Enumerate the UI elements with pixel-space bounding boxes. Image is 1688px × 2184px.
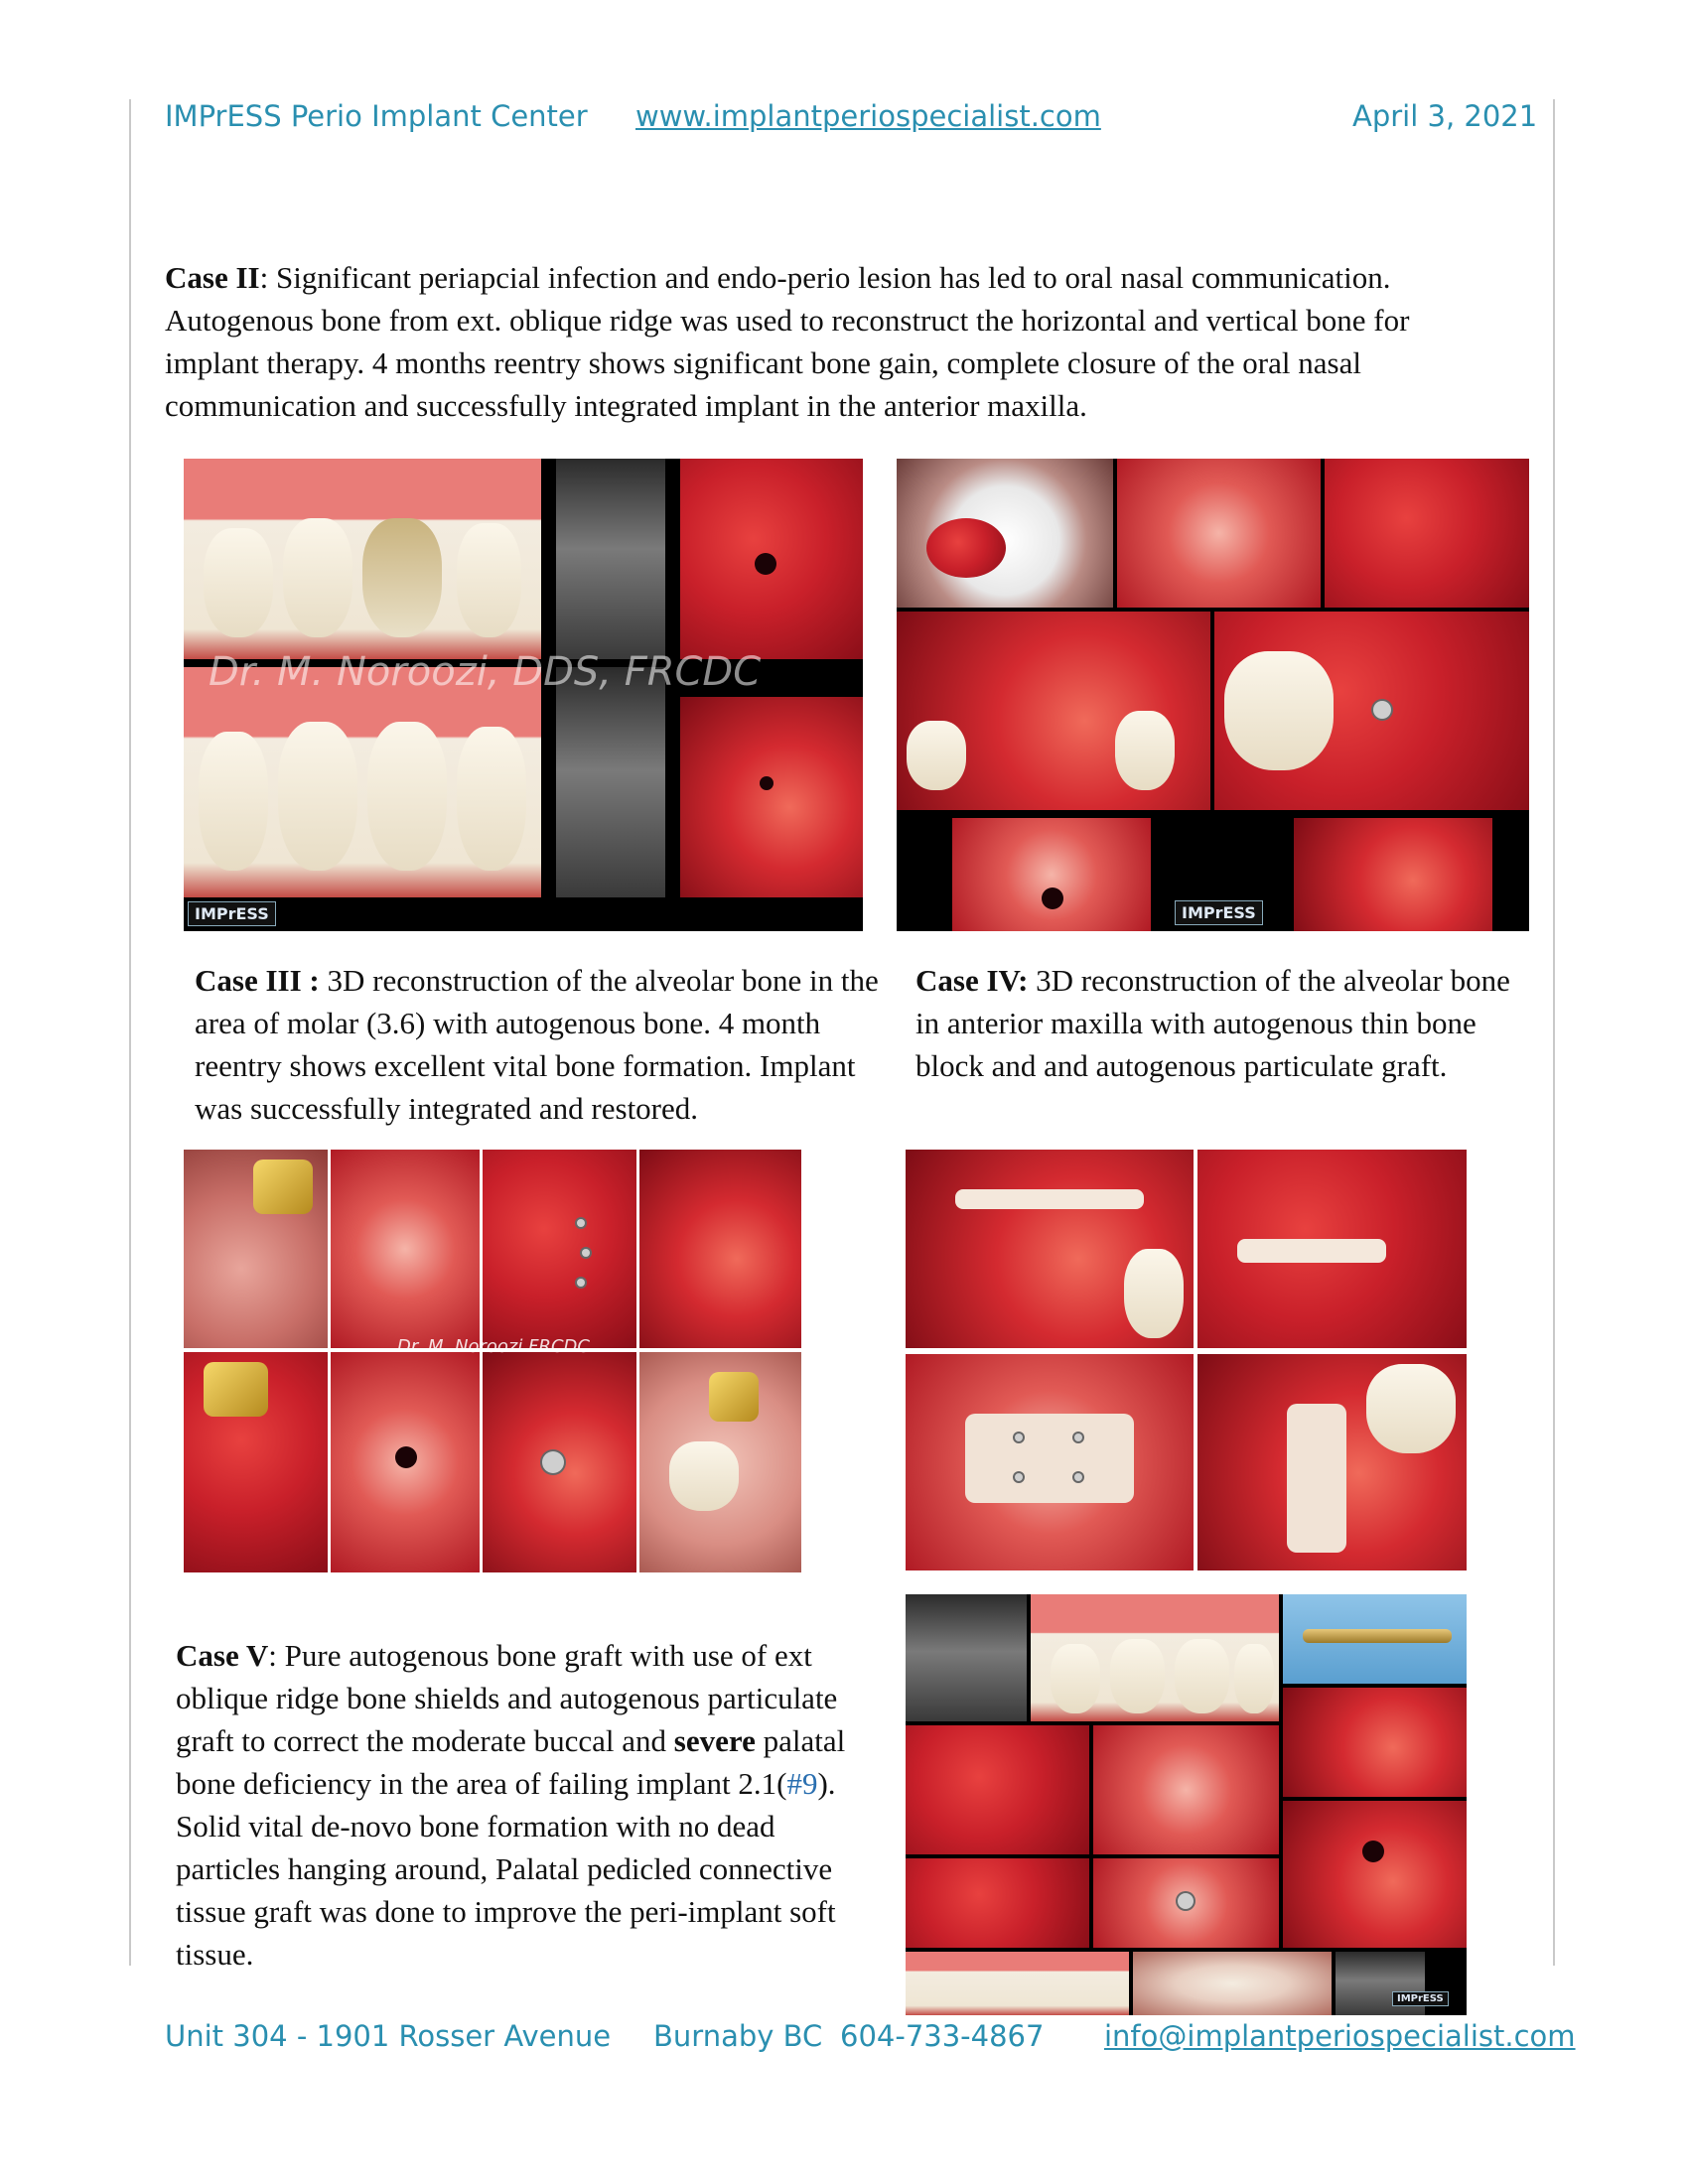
case3-photo-osteotomy (331, 1352, 480, 1572)
case5-bold-severe: severe (673, 1723, 756, 1758)
header-date: April 3, 2021 (1352, 99, 1538, 133)
case5-text-b: palatal bone deficiency in the area of failing implant 2.1( (176, 1723, 846, 1801)
case4-photo-implant-reentry (1214, 612, 1529, 810)
case2-watermark: Dr. M. Noroozi, DDS, FRCDC (209, 649, 762, 695)
case3-photo-implant (483, 1352, 636, 1572)
case3-label: Case III : (195, 963, 320, 998)
footer-city: Burnaby BC (653, 2019, 823, 2053)
case2-xray-implant (556, 667, 665, 897)
case4-photo-occlusal (952, 818, 1151, 931)
case2-text: : Significant periapcial infection and endo-perio lesion has led to oral nasal communication. Autogenous bone from ext. oblique ridge was used to reconstruct the horizontal and vertical bone for implant therapy. 4 months reentry shows significant bone gain, complete closure of the oral nasal communication and successfully integrated implant in the anterior maxilla. (165, 260, 1410, 423)
case2-photo-final (184, 667, 541, 897)
case4-photo-vertical-block (1197, 1354, 1467, 1570)
case3-photo-shield (483, 1150, 636, 1348)
case5-tooth-ref-link[interactable]: #9 (786, 1766, 818, 1801)
case5-text-c: ). Solid vital de-novo bone formation with no dead particles hanging around, Palatal pedicled connective tissue graft was done to improve the peri-implant soft tissue. (176, 1766, 836, 1972)
case2-photo-collage (184, 459, 863, 931)
case4-impress-logo: IMPrESS (1175, 900, 1263, 925)
case3-photo-reentry (184, 1352, 328, 1572)
case5-photo-reentry (1093, 1858, 1279, 1948)
case2-paragraph (165, 256, 1485, 427)
case3-photo-restored (639, 1352, 801, 1572)
case5-label: Case V (176, 1638, 269, 1673)
case5-photo-healing (1283, 1801, 1467, 1948)
header-center-name: IMPrESS Perio Implant Center (165, 99, 588, 133)
case5-xray-failing-implant (906, 1594, 1027, 1721)
case3-photo-preop (184, 1150, 328, 1348)
case4-photo-closure (1294, 818, 1492, 931)
footer-address: Unit 304 - 1901 Rosser Avenue (165, 2019, 612, 2053)
case4-photo-shield-front (906, 1150, 1194, 1348)
footer-phone: 604-733-4867 (840, 2019, 1045, 2053)
case3-photo-particulate (639, 1150, 801, 1348)
case4-photo-graft-dish (897, 459, 1113, 608)
case2-photo-preop (184, 459, 541, 659)
left-margin-line (129, 99, 131, 1966)
case2-photo-reentry (680, 697, 863, 897)
case5-impress-logo: IMPrESS (1392, 1991, 1449, 2006)
case2-label: Case II (165, 260, 260, 295)
case3-paragraph (195, 959, 880, 1130)
case4-grafting-collage (906, 1150, 1467, 1570)
case4-photo-block-placed (1117, 459, 1321, 608)
case4-photo-defect (897, 612, 1210, 810)
case3-photo-collage (184, 1150, 801, 1572)
case5-paragraph (176, 1634, 871, 1976)
case5-photo-graft (1283, 1688, 1467, 1797)
case5-text-a: : Pure autogenous bone graft with use of ext oblique ridge bone shields and autogenous particulate graft to correct the moderate buccal and (176, 1638, 838, 1758)
case4-paragraph (915, 959, 1521, 1087)
case5-photo-shield (1093, 1725, 1279, 1854)
case2-xray-preop (556, 459, 665, 659)
case4-photo-collage (897, 459, 1529, 931)
header-website-link[interactable]: www.implantperiospecialist.com (635, 99, 1101, 133)
case3-photo-flap (331, 1150, 480, 1348)
case4-label: Case IV: (915, 963, 1029, 998)
case5-photo-defect (906, 1725, 1089, 1854)
case2-impress-logo: IMPrESS (188, 901, 276, 926)
case5-photo-smile (1133, 1952, 1332, 2015)
case5-photo-collage (906, 1594, 1467, 2015)
case3-watermark: Dr. M. Noroozi FRCDC (397, 1336, 590, 1357)
case4-photo-fixation-screws (906, 1354, 1194, 1570)
case4-text: 3D reconstruction of the alveolar bone in anterior maxilla with autogenous thin bone block and and autogenous particulate graft. (915, 963, 1510, 1083)
case4-photo-block-fixed (1325, 459, 1529, 608)
case5-photo-preop (1031, 1594, 1279, 1721)
case5-photo-screw (1283, 1594, 1467, 1684)
case5-photo-final-teeth (906, 1952, 1129, 2015)
case5-photo-particulate (906, 1858, 1089, 1948)
case4-photo-shield-side (1197, 1150, 1467, 1348)
footer-email-link[interactable]: info@implantperiospecialist.com (1104, 2019, 1576, 2053)
case3-text: 3D reconstruction of the alveolar bone in the area of molar (3.6) with autogenous bone. 4 month reentry shows excellent vital bone formation. Implant was successfully integrated and restored. (195, 963, 879, 1126)
right-margin-line (1553, 99, 1555, 1966)
case2-photo-defect (680, 459, 863, 659)
